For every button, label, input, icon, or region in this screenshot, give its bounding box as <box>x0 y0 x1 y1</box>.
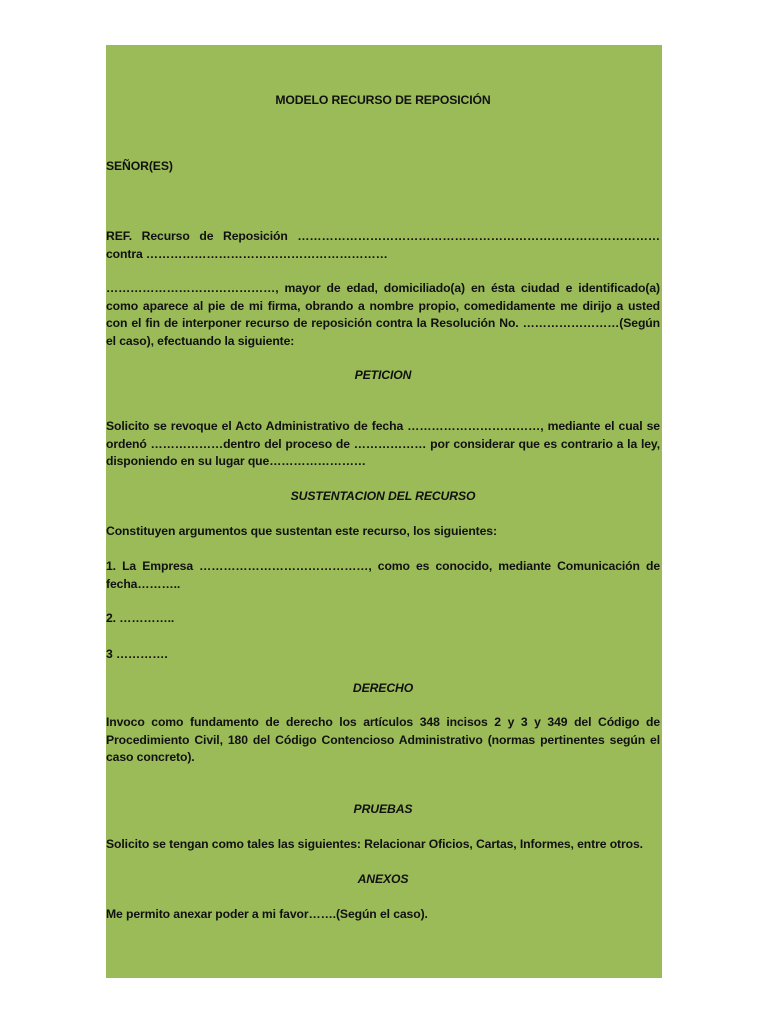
reference-line-2: contra …………………………………………………… <box>106 246 388 261</box>
law-paragraph: Invoco como fundamento de derecho los artículos 348 incisos 2 y 3 y 349 del Código de Procedimiento Civil, 180 del Código Contencioso Administrativo (normas pertinentes según el caso concreto). <box>106 715 660 764</box>
argument-item-3: 3 …………. <box>106 647 168 661</box>
sustentation-intro: Constituyen argumentos que sustentan este recurso, los siguientes: <box>106 524 497 538</box>
reference-word: REF. <box>106 229 133 243</box>
intro-paragraph: ……………………………………, mayor de edad, domiciliado(a) en ésta ciudad e identificado(a) como aparece al pie de mi firma, obrando a nombre propio, comedidamente me dirijo a usted con el fin de interponer recurso de reposición contra la Resolución No. ……………………(Según el caso), efectuando la siguiente: <box>106 281 660 348</box>
reference-word: Recurso <box>141 229 190 243</box>
reference-dots: ……………………………………………………………………………… <box>297 229 660 243</box>
salutation: SEÑOR(ES) <box>106 159 173 173</box>
annex-heading: ANEXOS <box>357 872 409 886</box>
petition-paragraph: Solicito se revoque el Acto Administrativo de fecha ……………………………, mediante el cual se ordenó ………………dentro del proceso de ……………… por considerar que es contrario a la ley, disponiendo en su lugar que…………………… <box>106 419 660 468</box>
reference-word: Reposición <box>223 229 288 243</box>
annex-paragraph: Me permito anexar poder a mi favor…….(Según el caso). <box>106 907 428 921</box>
reference-word: de <box>199 229 214 243</box>
reference-block <box>106 228 660 263</box>
law-heading: DERECHO <box>352 681 414 695</box>
reference-line-1 <box>106 228 660 246</box>
evidence-heading: PRUEBAS <box>353 802 413 816</box>
document-title: MODELO RECURSO DE REPOSICIÓN <box>275 93 491 107</box>
argument-item-2: 2. ………….. <box>106 611 175 625</box>
document-page <box>106 45 662 978</box>
argument-item-1: 1. La Empresa ……………………………………, como es conocido, mediante Comunicación de fecha……….. <box>106 559 660 591</box>
petition-heading: PETICION <box>354 368 412 382</box>
sustentation-heading: SUSTENTACION DEL RECURSO <box>290 489 476 503</box>
evidence-paragraph: Solicito se tengan como tales las siguientes: Relacionar Oficios, Cartas, Informes, entre otros. <box>106 837 643 851</box>
